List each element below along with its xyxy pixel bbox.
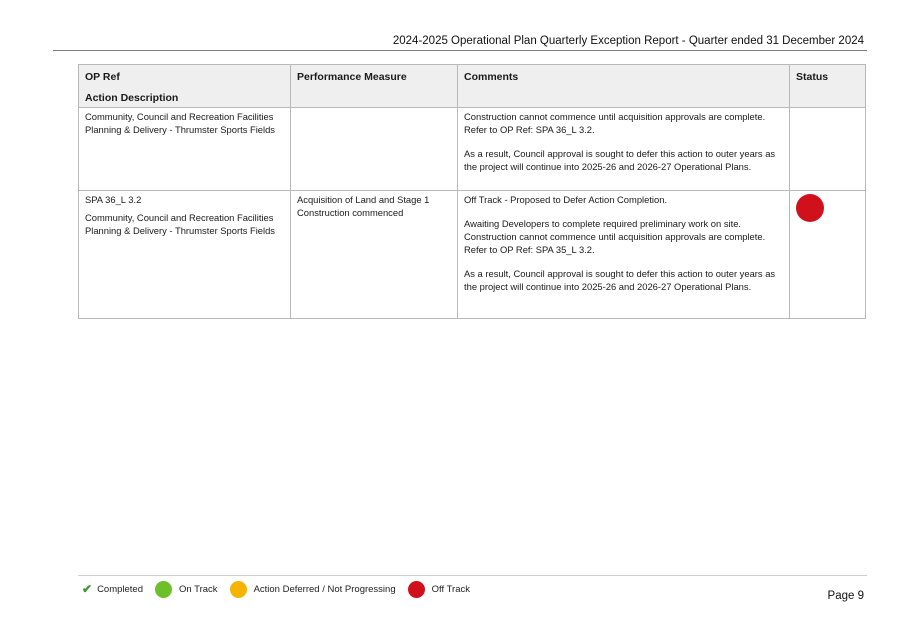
performance-measure-cell bbox=[291, 108, 458, 191]
footer-divider bbox=[78, 575, 867, 576]
legend-label: Completed bbox=[97, 583, 144, 595]
legend-item-deferred bbox=[230, 581, 396, 598]
op-ref-value: SPA 36_L 3.2 bbox=[85, 194, 142, 205]
comment-paragraph: As a result, Council approval is sought to defer this action to outer years as the project will continue into 2025-26 and 2026-27 Operational Plans. bbox=[464, 268, 776, 292]
red-circle-icon bbox=[408, 581, 425, 598]
report-title: 2024-2025 Operational Plan Quarterly Exception Report - Quarter ended 31 December 2024 bbox=[392, 35, 864, 47]
col-header-status: Status bbox=[790, 65, 866, 108]
off-track-status-icon bbox=[796, 194, 824, 222]
comment-paragraph: Construction cannot commence until acquisition approvals are complete. Refer to OP Ref: SPA 36_L 3.2. bbox=[464, 111, 766, 135]
legend-label: Off Track bbox=[431, 583, 470, 595]
exception-table bbox=[78, 64, 866, 319]
green-circle-icon bbox=[155, 581, 172, 598]
op-ref-header: OP Ref bbox=[85, 71, 120, 83]
status-legend bbox=[82, 579, 482, 599]
page-number: Page 9 bbox=[827, 590, 864, 602]
legend-item-on-track bbox=[155, 581, 218, 598]
table-row bbox=[79, 108, 866, 191]
header-divider bbox=[53, 50, 867, 51]
col-header-performance-measure: Performance Measure bbox=[291, 65, 458, 108]
legend-item-off-track bbox=[408, 581, 470, 598]
comments-cell bbox=[458, 191, 790, 319]
status-cell bbox=[790, 108, 866, 191]
op-ref-cell bbox=[79, 191, 291, 319]
legend-label: On Track bbox=[179, 583, 218, 595]
amber-circle-icon bbox=[230, 581, 247, 598]
table-header-row bbox=[79, 65, 866, 108]
comments-cell bbox=[458, 108, 790, 191]
status-cell bbox=[790, 191, 866, 319]
comment-paragraph: Off Track - Proposed to Defer Action Completion. bbox=[464, 194, 668, 205]
legend-label: Action Deferred / Not Progressing bbox=[253, 583, 396, 595]
op-ref-cell bbox=[79, 108, 291, 191]
action-description-header: Action Description bbox=[85, 92, 179, 104]
action-description: Community, Council and Recreation Facilities Planning & Delivery - Thrumster Sports Fields bbox=[85, 212, 275, 236]
legend-item-completed bbox=[82, 582, 143, 596]
comment-paragraph: As a result, Council approval is sought to defer this action to outer years as the project will continue into 2025-26 and 2026-27 Operational Plans. bbox=[464, 148, 776, 172]
col-header-op-ref bbox=[79, 65, 291, 108]
check-icon: ✔ bbox=[82, 582, 93, 596]
comment-paragraph: Awaiting Developers to complete required preliminary work on site. Construction cannot commence until acquisition approvals are complete. Refer to OP Ref: SPA 35_L 3.2. bbox=[464, 218, 766, 255]
col-header-comments: Comments bbox=[458, 65, 790, 108]
table-row bbox=[79, 191, 866, 319]
action-description: Community, Council and Recreation Facilities Planning & Delivery - Thrumster Sports Fields bbox=[85, 111, 275, 135]
performance-measure-cell: Acquisition of Land and Stage 1 Construction commenced bbox=[291, 191, 458, 319]
